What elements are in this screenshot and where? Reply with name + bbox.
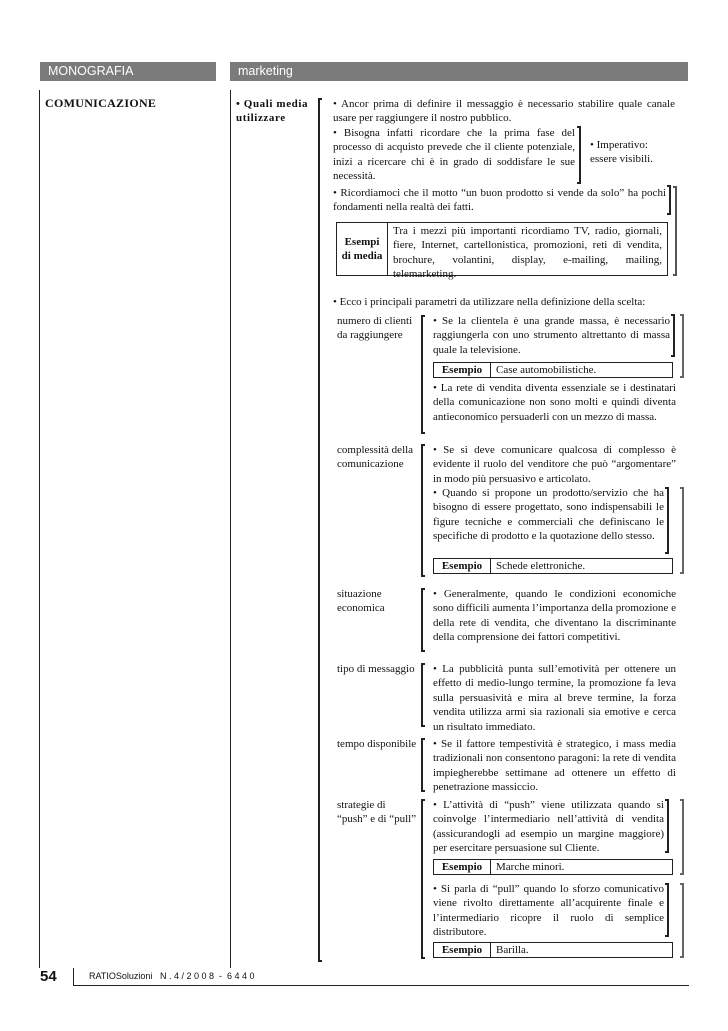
- left-column-rule: [39, 90, 40, 968]
- param-situazione-label: situazione economica: [337, 588, 385, 615]
- footer-brand: RATIOSoluzioni: [89, 971, 153, 981]
- param-complessita-text-2-bracket: [665, 487, 669, 554]
- param-numero-bracket: [421, 315, 425, 434]
- purchase-process-paragraph: • Bisogna infatti ricordare che la prima fase del processo di acquisto prevede che il cliente potenziale, inizi a ricercare chi è in grado di soddisfare le sue necessità.: [333, 127, 575, 183]
- param-tipo-text: • La pubblicità punta sull’emotività per ottenere un effetto di medio-lungo termine, la promozione fa leva sulla persuasività e mira al breve termine, la forza vendita utilizza armi sia razionali sia emotive e cerca un risultato immediato.: [433, 663, 676, 733]
- param-tempo-label: tempo disponibile: [337, 738, 417, 750]
- param-tempo-bracket: [421, 738, 425, 792]
- param-numero-text-1-bracket: [671, 314, 675, 357]
- param-strategie-pull-text: • Si parla di “pull” quando lo sforzo comunicativo viene rivolto direttamente all’acquirente finale e l’intermediario ricopre il ruolo di semplice distributore.: [433, 883, 664, 939]
- topic-label: • Quali media utilizzare: [236, 98, 309, 125]
- param-tempo-text: • Se il fattore tempestività è strategico, i mass media tradizionali non consentono paragoni: la rete di vendita impiegherebbe settimane ad ottenere un effetto di penetrazione massiccio.: [433, 738, 676, 794]
- param-strategie-push-bracket: [665, 799, 669, 853]
- motto-bracket: [667, 185, 671, 215]
- param-numero-example: Esempio Case automobilistiche.: [433, 362, 673, 378]
- param-strategie-label: strategie di “push” e di “pull”: [337, 799, 417, 826]
- param-complessita-example: Esempio Schede elettroniche.: [433, 558, 673, 574]
- media-examples-box: [336, 222, 668, 281]
- param-tipo-bracket: [421, 663, 425, 727]
- param-situazione-text: • Generalmente, quando le condizioni economiche sono difficili aumenta l’importanza della promozione e della rete di vendita, che diventano la discriminante della comprensione dei fattori competitivi.: [433, 588, 676, 644]
- note-bracket: [577, 126, 581, 184]
- param-complessita-label: complessità della comunicazione: [337, 444, 414, 471]
- topic-bracket: [318, 98, 322, 962]
- param-situazione-bracket: [421, 588, 425, 652]
- section-title: COMUNICAZIONE: [45, 96, 157, 110]
- param-numero-label: numero di clienti da raggiungere: [337, 315, 413, 342]
- param-complessita-text-2: • Quando si propone un prodotto/servizio che ha bisogno di essere progettato, sono indispensabili le figure tecniche e commerciali che definiscano le specifiche di prodotto e la quotazione dello stesso.: [433, 487, 664, 543]
- monografia-header: MONOGRAFIA: [40, 62, 216, 81]
- param-numero-example-bracket: [680, 314, 684, 378]
- param-numero-text-2: • La rete di vendita diventa essenziale se i destinatari della comunicazione non sono molti e quindi diventa antieconomico persuaderli con un mezzo di massa.: [433, 382, 676, 423]
- param-complessita-text-1: • Se si deve comunicare qualcosa di complesso è evidente il ruolo del venditore che può “argomentare” in modo più persuasivo e articolato.: [433, 444, 676, 485]
- media-bracket: [673, 186, 677, 276]
- parameters-intro: • Ecco i principali parametri da utilizzare nella definizione della scelta:: [333, 296, 646, 308]
- media-examples-text: Tra i mezzi più importanti ricordiamo TV, radio, giornali, fiere, Internet, cartellonistica, promozioni, reti di vendita, brochure, volantini, display, e-mailing, mailing, telemarketing.: [393, 225, 662, 281]
- param-strategie-pull-bracket: [665, 883, 669, 937]
- param-strategie-push-example: Esempio Marche minori.: [433, 859, 673, 875]
- param-complessita-bracket: [421, 444, 425, 577]
- motto-paragraph: • Ricordiamoci che il motto “un buon prodotto si vende da solo” ha pochi fondamenti nella realtà dei fatti.: [333, 187, 666, 214]
- middle-column-rule: [230, 90, 231, 968]
- param-strategie-bracket: [421, 799, 425, 959]
- footer-issue: N . 4 / 2 0 0 8 - 6 4 4 0: [160, 971, 255, 981]
- page-number: 54: [40, 968, 57, 985]
- media-examples-key: Esempi di media: [337, 223, 388, 275]
- param-tipo-label: tipo di messaggio: [337, 663, 415, 675]
- imperative-note: • Imperativo: essere visibili.: [590, 139, 653, 166]
- param-strategie-push-example-bracket: [680, 799, 684, 875]
- param-strategie-pull-example-bracket: [680, 883, 684, 958]
- param-strategie-push-text: • L’attività di “push” viene utilizzata quando si coinvolge l’intermediario nell’attività di vendita (assicurandogli ad esempio un margine maggiore) per esercitare persuasione sul Cliente.: [433, 799, 664, 855]
- marketing-header: marketing: [230, 62, 688, 81]
- param-numero-text-1: • Se la clientela è una grande massa, è necessario raggiungerla con uno strumento altrettanto di massa quale la televisione.: [433, 315, 670, 356]
- param-complessita-example-bracket: [680, 487, 684, 574]
- param-strategie-pull-example: Esempio Barilla.: [433, 942, 673, 958]
- intro-paragraph: • Ancor prima di definire il messaggio è necessario stabilire quale canale usare per raggiungere il nostro pubblico.: [333, 98, 675, 125]
